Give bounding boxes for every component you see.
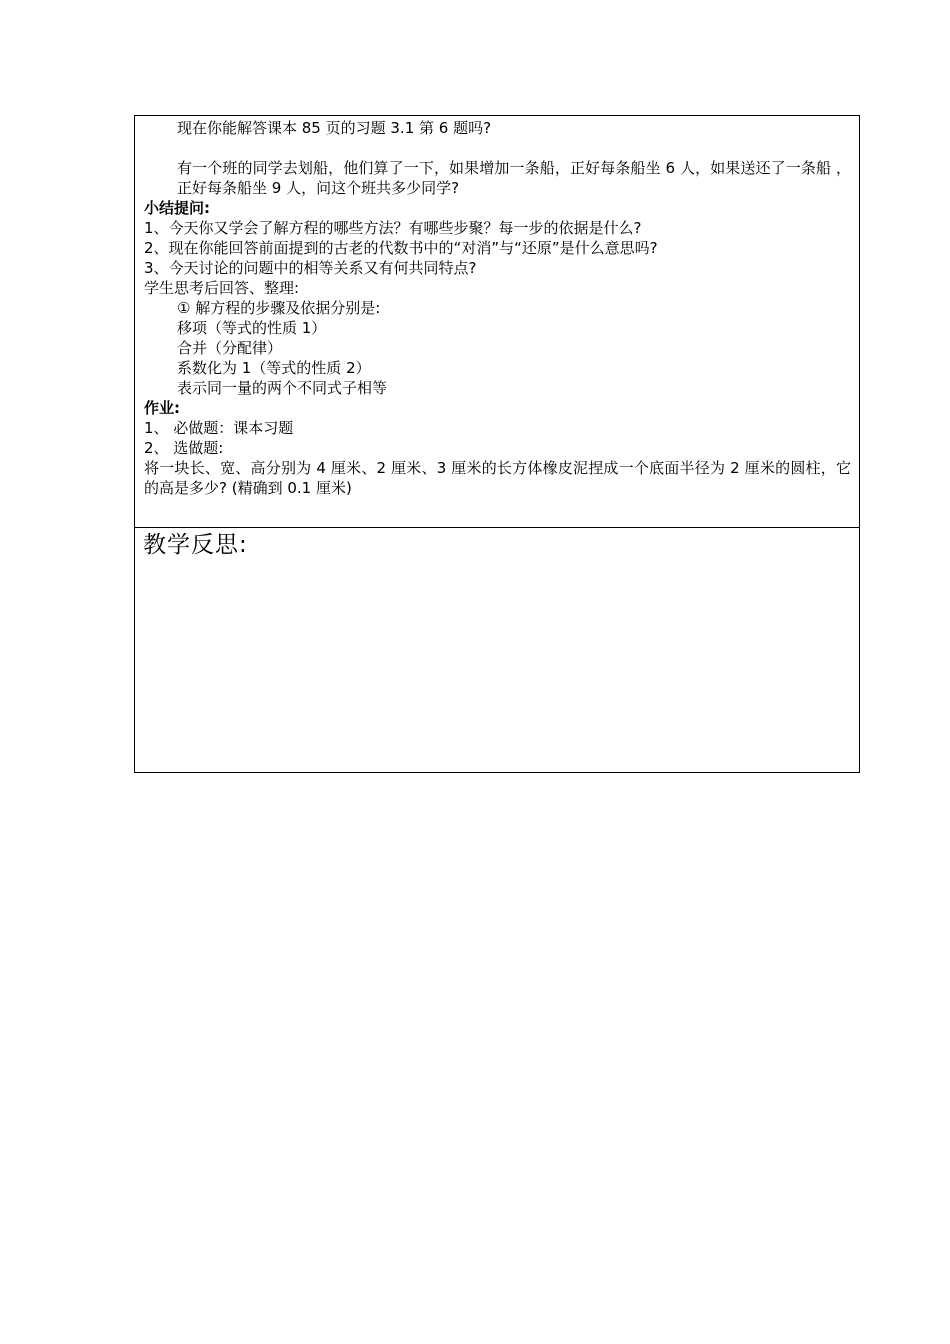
homework-item-1: 1、 必做题：课本习题 — [144, 419, 294, 437]
step-item: 移项（等式的性质 1） — [177, 319, 327, 337]
homework-heading: 作业: — [144, 399, 180, 417]
steps-title: ① 解方程的步骤及依据分别是: — [177, 299, 381, 317]
boat-problem: 有一个班的同学去划船，他们算了一下，如果增加一条船，正好每条船坐 6 人，如果送还了一条船 ，正好每条船坐 9 人，问这个班共多少同学? — [177, 159, 851, 197]
step-item: 表示同一量的两个不同式子相等 — [177, 379, 388, 397]
exercise-question: 现在你能解答课本 85 页的习题 3.1 第 6 题吗? — [177, 119, 492, 137]
reflection-cell — [135, 528, 859, 772]
summary-heading: 小结提问: — [144, 199, 210, 217]
student-answer-intro: 学生思考后回答、整理: — [144, 279, 300, 297]
step-item: 系数化为 1（等式的性质 2） — [177, 359, 371, 377]
summary-question-3: 3、今天讨论的问题中的相等关系又有何共同特点? — [144, 259, 477, 277]
summary-question-2: 2、现在你能回答前面提到的古老的代数书中的“对消”与“还原”是什么意思吗? — [144, 239, 658, 257]
lesson-content-cell — [135, 116, 859, 528]
step-item: 合并（分配律） — [177, 339, 283, 357]
lesson-plan-table — [134, 115, 860, 773]
blank-line — [144, 138, 851, 158]
homework-problem: 将一块长、宽、高分别为 4 厘米、2 厘米、3 厘米的长方体橡皮泥捏成一个底面半径为 2 厘米的圆柱，它的高是多少? (精确到 0.1 厘米) — [144, 459, 851, 497]
homework-item-2: 2、 选做题: — [144, 439, 224, 457]
reflection-title: 教学反思: — [143, 532, 248, 558]
summary-question-1: 1、今天你又学会了解方程的哪些方法？有哪些步聚？每一步的依据是什么? — [144, 219, 642, 237]
